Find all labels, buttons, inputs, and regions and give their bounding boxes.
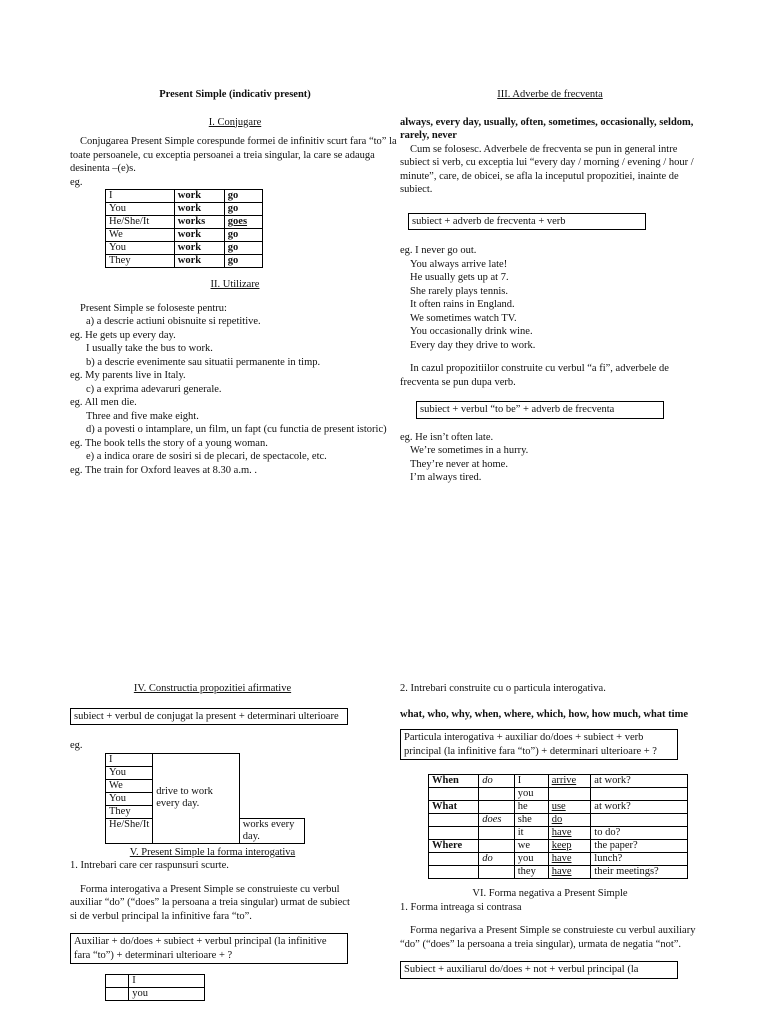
cell: at work?: [591, 801, 688, 814]
verb-work-cell: works: [174, 216, 224, 229]
cell: [548, 788, 591, 801]
example-line: You occasionally drink wine.: [410, 326, 533, 337]
section-adverbe: [400, 88, 700, 485]
utilizare-line: I usually take the bus to work.: [86, 343, 213, 354]
heading-utilizare: II. Utilizare: [210, 279, 260, 290]
interogativa-sub: 1. Intrebari care cer raspunsuri scurte.: [70, 860, 229, 871]
table-row: [429, 801, 688, 814]
interrogative-table: [105, 974, 205, 1001]
verb-work-cell: work: [174, 203, 224, 216]
cell: you: [514, 788, 548, 801]
pronoun-cell: You: [106, 203, 175, 216]
table-row: [106, 242, 263, 255]
predicate-cell: drive to work every day.: [153, 753, 240, 843]
verb-go-cell: goes: [224, 216, 262, 229]
table-row: [429, 866, 688, 879]
formula-box-interogativa: Auxiliar + do/does + subiect + verbul principal (la infinitive fara “to”) + determinari ulterioare + ?: [70, 933, 348, 964]
table-row: [106, 216, 263, 229]
cell: she: [514, 814, 548, 827]
utilizare-line: eg. My parents live in Italy.: [70, 370, 186, 381]
pronoun-cell: They: [106, 805, 153, 818]
table-row: [106, 203, 263, 216]
table-row: [429, 840, 688, 853]
utilizare-line: eg. He gets up every day.: [70, 329, 176, 341]
to-be-paragraph: In cazul propozitiilor construite cu verbul “a fi”, adverbele de frecventa se pun dupa verb.: [400, 363, 669, 388]
cell: it: [514, 827, 548, 840]
cell: we: [514, 840, 548, 853]
cell: do: [479, 853, 515, 866]
example-line: She rarely plays tennis.: [410, 285, 508, 297]
pronoun-cell: You: [106, 792, 153, 805]
pronoun-cell: You: [106, 242, 175, 255]
cell: [591, 814, 688, 827]
eg-label-2: eg.: [70, 740, 83, 751]
adverbe-paragraph: Cum se folosesc. Adverbele de frecventa se pun in general intre subiect si verb, cu exceptia lui “every day / morning / evening / hour / minute”, care, de obicei, se afla la inceputul propozitiei, inainte de subiect.: [400, 143, 694, 195]
table-row: [106, 988, 205, 1001]
cell: [479, 801, 515, 814]
pronoun-cell: We: [106, 779, 153, 792]
question-words: what, who, why, when, where, which, how, how much, what time: [400, 708, 689, 720]
verb-go-cell: go: [224, 255, 262, 268]
example-line: We’re sometimes in a hurry.: [410, 445, 529, 456]
cell: arrive: [548, 775, 591, 788]
cell: have: [548, 853, 591, 866]
heading-conjugare: I. Conjugare: [208, 116, 262, 128]
verb-go-cell: go: [224, 203, 262, 216]
table-row: [429, 853, 688, 866]
example-line: It often rains in England.: [410, 299, 515, 310]
example-line: He usually gets up at 7.: [410, 272, 509, 283]
cell: Where: [429, 840, 479, 853]
cell: keep: [548, 840, 591, 853]
formula-box-to-be: subiect + verbul “to be” + adverb de frecventa: [416, 401, 664, 419]
pronoun-cell: We: [106, 229, 175, 242]
verb-work-cell: work: [174, 242, 224, 255]
empty-cell: [106, 988, 129, 1001]
cell: have: [548, 866, 591, 879]
cell: [479, 788, 515, 801]
eg-label: eg.: [70, 176, 83, 188]
utilizare-line: b) a descrie evenimente sau situatii permanente in timp.: [86, 356, 321, 368]
table-row: [429, 814, 688, 827]
cell: to do?: [591, 827, 688, 840]
predicate-cell: works every day.: [239, 818, 304, 843]
cell: do: [548, 814, 591, 827]
cell: do: [479, 775, 515, 788]
cell: When: [429, 775, 479, 788]
conjugare-paragraph: Conjugarea Present Simple corespunde formei de infinitiv scurt fara “to” la toate persoanele, cu exceptia persoanei a treia singular, la care se adauga desinenta –(e)s.: [70, 136, 397, 174]
formula-box-afirmative: subiect + verbul de conjugat la present + determinari ulterioare: [70, 708, 348, 726]
wh-question-table: [428, 774, 688, 879]
cell: the paper?: [591, 840, 688, 853]
pronoun-cell: He/She/It: [106, 216, 175, 229]
cell: [479, 866, 515, 879]
verb-go-cell: go: [224, 190, 262, 203]
pronoun-cell: I: [106, 753, 153, 766]
heading-negativa: VI. Forma negativa a Present Simple: [472, 888, 628, 899]
utilizare-list: [70, 302, 400, 478]
cell: [479, 827, 515, 840]
cell: [429, 814, 479, 827]
utilizare-line: eg. The book tells the story of a young woman.: [70, 437, 268, 449]
cell: use: [548, 801, 591, 814]
section-conjugare: [70, 88, 400, 477]
cell: their meetings?: [591, 866, 688, 879]
cell: they: [514, 866, 548, 879]
affirmative-table: [105, 753, 305, 844]
conjugation-table: [105, 189, 263, 268]
to-be-examples: [400, 431, 700, 485]
heading-particula: 2. Intrebari construite cu o particula interogativa.: [400, 683, 606, 694]
interogativa-paragraph: Forma interogativa a Present Simple se construieste cu verbul auxiliar “do” (“does” la persoana a treia singular) urmat de subiect si de verbul principal la infinitive fara “to”.: [70, 883, 350, 922]
empty-cell: [106, 975, 129, 988]
pronoun-cell: You: [106, 766, 153, 779]
table-row: [106, 190, 263, 203]
cell: [479, 840, 515, 853]
cell: What: [429, 801, 479, 814]
utilizare-line: eg. The train for Oxford leaves at 8.30 a.m. .: [70, 464, 257, 476]
heading-interogativa: V. Present Simple la forma interogativa: [129, 846, 296, 858]
verb-go-cell: go: [224, 229, 262, 242]
cell: [429, 866, 479, 879]
utilizare-line: eg. All men die.: [70, 397, 137, 408]
pronoun-cell: you: [129, 988, 205, 1001]
pronoun-cell: I: [129, 975, 205, 988]
utilizare-line: Present Simple se foloseste pentru:: [80, 302, 227, 314]
pronoun-cell: He/She/It: [106, 818, 153, 843]
example-line: They’re never at home.: [410, 458, 508, 470]
utilizare-line: d) a povesti o intamplare, un film, un fapt (cu functia de present istoric): [86, 424, 387, 435]
formula-box-adverb: subiect + adverb de frecventa + verb: [408, 213, 646, 231]
example-line: You always arrive late!: [410, 258, 508, 270]
cell: [429, 788, 479, 801]
utilizare-line: c) a exprima adevaruri generale.: [86, 383, 222, 395]
example-line: eg. I never go out.: [400, 245, 477, 256]
utilizare-line: e) a indica orare de sosiri si de plecari, de spectacole, etc.: [86, 451, 327, 462]
cell: [429, 827, 479, 840]
negativa-paragraph: Forma negariva a Present Simple se construieste cu verbul auxiliary “do” (“does” la persoana a treia singular), urmata de negatia “not”.: [400, 925, 696, 950]
cell: lunch?: [591, 853, 688, 866]
formula-box-particula: Particula interogativa + auxiliar do/does + subiect + verb principal (la infinitive fara “to”) + determinari ulterioare + ?: [400, 729, 678, 760]
cell: [429, 853, 479, 866]
utilizare-line: Three and five make eight.: [86, 410, 199, 422]
cell: you: [514, 853, 548, 866]
table-row: [106, 975, 205, 988]
adverb-list: always, every day, usually, often, sometimes, occasionally, seldom, rarely, never: [400, 116, 694, 141]
verb-work-cell: work: [174, 255, 224, 268]
adverb-examples: [400, 244, 700, 352]
table-row: [106, 255, 263, 268]
pronoun-cell: They: [106, 255, 175, 268]
negativa-sub: 1. Forma intreaga si contrasa: [400, 901, 522, 913]
pronoun-cell: I: [106, 190, 175, 203]
heading-adverbe: III. Adverbe de frecventa: [497, 89, 603, 100]
example-line: eg. He isn’t often late.: [400, 431, 494, 443]
formula-box-negativa: Subiect + auxiliarul do/does + not + verbul principal (la: [400, 961, 678, 979]
utilizare-line: a) a descrie actiuni obisnuite si repetitive.: [86, 316, 261, 327]
table-row: [429, 788, 688, 801]
table-row: [429, 775, 688, 788]
table-row: [429, 827, 688, 840]
cell: at work?: [591, 775, 688, 788]
section-particula: [400, 682, 700, 979]
cell: he: [514, 801, 548, 814]
section-afirmative: [70, 682, 355, 1001]
table-row: [106, 229, 263, 242]
example-line: We sometimes watch TV.: [410, 312, 517, 324]
verb-work-cell: work: [174, 229, 224, 242]
table-row: [106, 753, 305, 766]
heading-afirmative: IV. Constructia propozitiei afirmative: [133, 683, 292, 694]
cell: does: [479, 814, 515, 827]
page-title: Present Simple (indicativ present): [159, 89, 311, 100]
verb-work-cell: work: [174, 190, 224, 203]
cell: have: [548, 827, 591, 840]
verb-go-cell: go: [224, 242, 262, 255]
example-line: Every day they drive to work.: [410, 339, 536, 351]
cell: I: [514, 775, 548, 788]
cell: [591, 788, 688, 801]
example-line: I’m always tired.: [410, 472, 482, 483]
